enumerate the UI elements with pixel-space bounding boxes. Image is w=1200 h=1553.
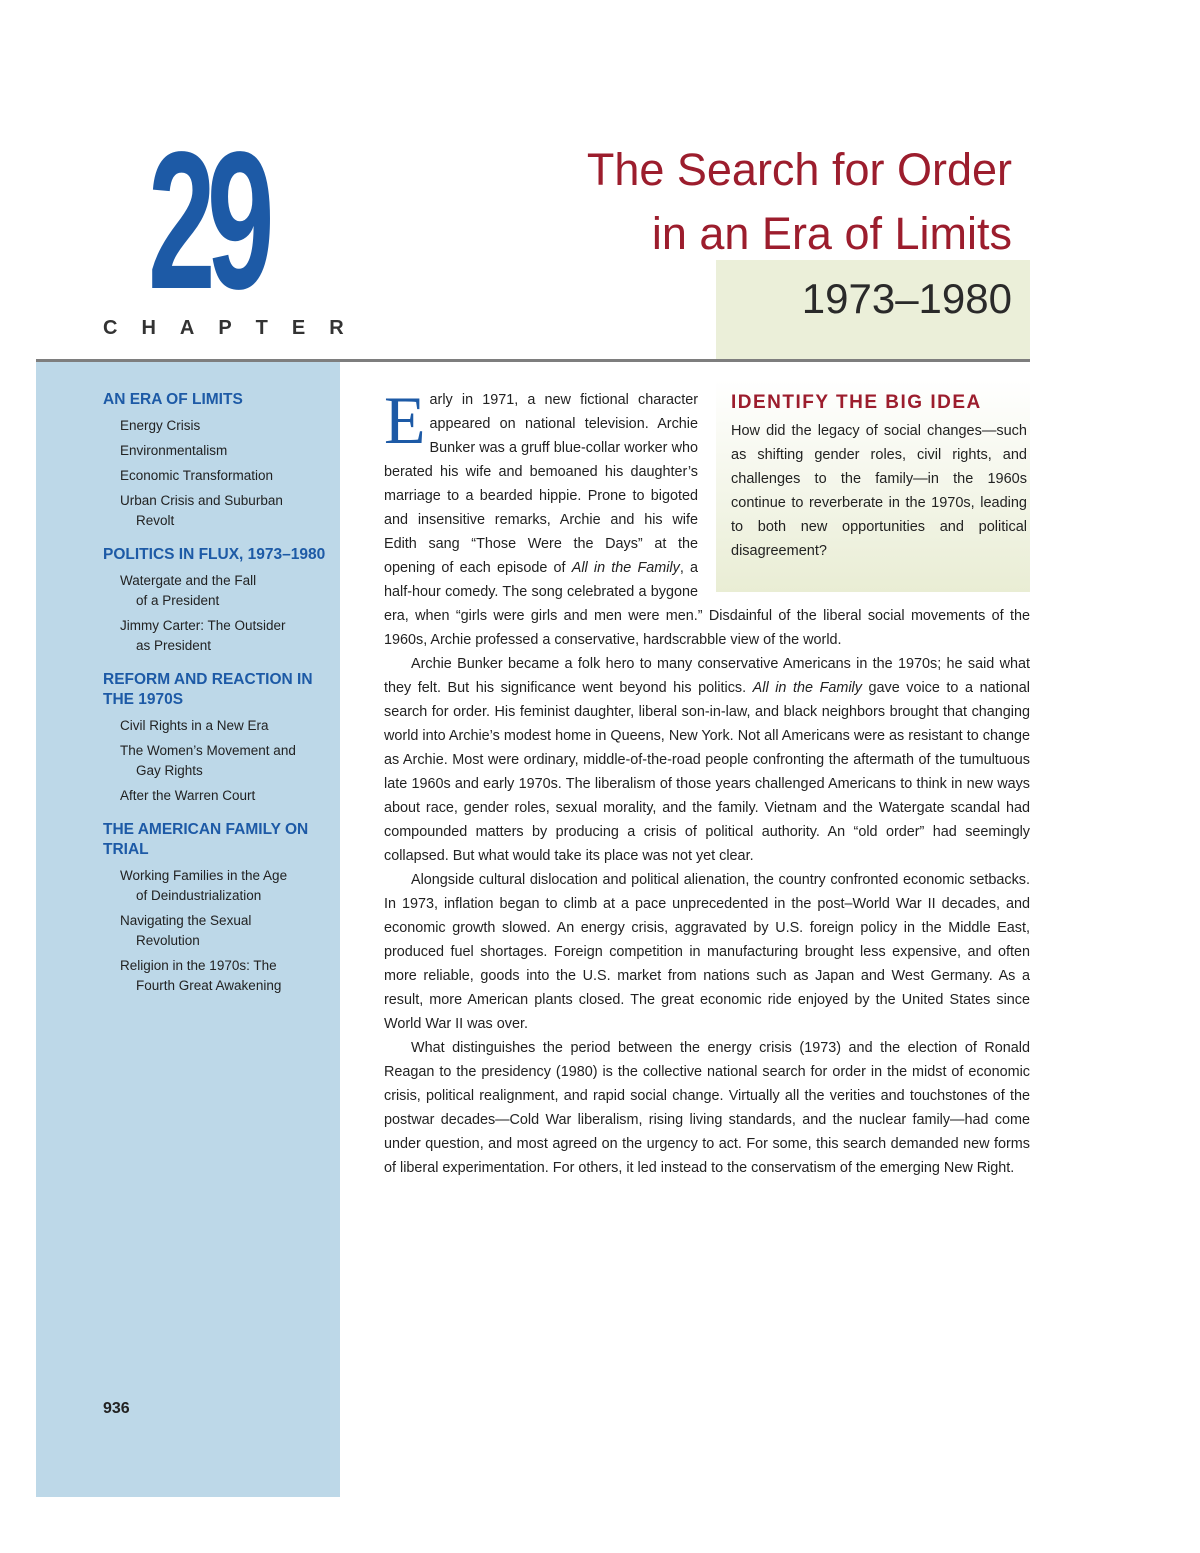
toc-item bbox=[103, 741, 328, 781]
toc-item-text: Urban Crisis and Suburban bbox=[120, 493, 283, 508]
chapter-title-line-2: in an Era of Limits bbox=[651, 208, 1012, 259]
toc-item-text: After the Warren Court bbox=[120, 788, 256, 803]
toc-item bbox=[103, 956, 328, 996]
toc-section-heading: REFORM AND REACTION IN THE 1970S bbox=[103, 671, 313, 708]
toc-item bbox=[103, 911, 328, 951]
toc-item bbox=[103, 491, 328, 531]
chapter-number: 29 bbox=[148, 111, 266, 330]
toc-item-text: Religion in the 1970s: The bbox=[120, 958, 277, 973]
toc-section-heading: POLITICS IN FLUX, 1973–1980 bbox=[103, 546, 326, 563]
paragraph-1-text-b: , a half-hour comedy. The song celebrated a bygone era, when “girls were girls and men were men.” Disdainful of the liberal social movements of the 1960s, Archie professed a conservative, hardscrabble view of the world. bbox=[384, 560, 1030, 648]
paragraph-2 bbox=[384, 652, 1030, 868]
toc-item-text: The Women’s Movement and bbox=[120, 743, 296, 758]
paragraph-2-text-b: gave voice to a national search for order. His feminist daughter, liberal son-in-law, and black neighbors brought that changing world into Archie’s modest home in Queens, New York. Not all Americans were as resistant to change as Archie. Most were ordinary, middle-of-the-road people confronting the aftermath of the tumultuous late 1960s and early 1970s. The liberalism of those years challenged Americans to think in new ways about race, gender roles, sexual morality, and the family. Vietnam and the Watergate scandal had compounded matters by producing a crisis of political authority. An “old order” had seemingly collapsed. But what would take its place was not yet clear. bbox=[384, 680, 1030, 864]
toc-section-items bbox=[103, 866, 328, 996]
chapter-introduction bbox=[384, 382, 1030, 1180]
paragraph-3: Alongside cultural dislocation and political alienation, the country confronted economic setbacks. In 1973, inflation began to climb at a pace unprecedented in the post–World War II decades, and economic growth slowed. An energy crisis, aggravated by U.S. foreign policy in the Middle East, produced fuel shortages. Foreign competition in manufacturing brought less expensive, and often more reliable, goods into the U.S. market from nations such as Japan and West Germany. As a result, more American plants closed. The great economic ride enjoyed by the United States since World War II was over. bbox=[384, 872, 1030, 1032]
toc-item-text: Revolt bbox=[136, 513, 175, 528]
chapter-label: CHAPTER bbox=[103, 317, 368, 339]
toc-item-text: Economic Transformation bbox=[120, 468, 274, 483]
toc-item-text: of a President bbox=[136, 593, 220, 608]
toc-item-text: Gay Rights bbox=[136, 763, 203, 778]
toc-item bbox=[103, 571, 328, 611]
toc-item-text: Watergate and the Fall bbox=[120, 573, 257, 588]
show-title: All in the Family bbox=[752, 680, 862, 696]
chapter-title-line-1: The Search for Order bbox=[586, 144, 1012, 195]
toc-item-text: of Deindustrialization bbox=[136, 888, 262, 903]
toc-item bbox=[103, 866, 328, 906]
toc-section-heading: AN ERA OF LIMITS bbox=[103, 391, 243, 408]
toc-item-text: Navigating the Sexual bbox=[120, 913, 252, 928]
toc-item-text: Civil Rights in a New Era bbox=[120, 718, 269, 733]
toc-item bbox=[103, 616, 328, 656]
paragraph-2-text-a: Archie Bunker became a folk hero to many conservative Americans in the 1970s; he said what they felt. But his significance went beyond his politics. bbox=[384, 656, 1030, 696]
toc-item bbox=[103, 416, 328, 436]
toc-item bbox=[103, 716, 328, 736]
toc-item-text: Working Families in the Age bbox=[120, 868, 288, 883]
toc-item bbox=[103, 466, 328, 486]
toc-item-text: Environmentalism bbox=[120, 443, 228, 458]
toc-item-text: Energy Crisis bbox=[120, 418, 201, 433]
show-title: All in the Family bbox=[571, 560, 680, 576]
toc-item-text: as President bbox=[136, 638, 212, 653]
toc-item-text: Jimmy Carter: The Outsider bbox=[120, 618, 286, 633]
toc-section-heading: THE AMERICAN FAMILY ON TRIAL bbox=[103, 821, 309, 858]
page-number: 936 bbox=[103, 1400, 130, 1417]
toc-item-text: Fourth Great Awakening bbox=[136, 978, 282, 993]
big-idea-question: How did the legacy of social changes—such as shifting gender roles, civil rights, and challenges to the family—in the 1960s continue to reverberate in the 1970s, leading to both new opportunities and political disagreement? bbox=[731, 423, 1027, 559]
chapter-outline bbox=[103, 390, 328, 1010]
toc-section-items bbox=[103, 571, 328, 656]
paragraph-1-text-a: arly in 1971, a new fictional character appeared on national television. Archie Bunker was a gruff blue-collar worker who berated his wife and bemoaned his daughter’s marriage to a bearded hippie. Prone to bigoted and insensitive remarks, Archie and his wife Edith sang “Those Were the Days” at the opening of each episode of bbox=[384, 392, 698, 576]
chapter-outline-sidebar bbox=[36, 362, 340, 1497]
toc-item-text: Revolution bbox=[136, 933, 200, 948]
big-idea-wrap-space bbox=[698, 388, 1030, 596]
toc-section-items bbox=[103, 716, 328, 806]
big-idea-heading: IDENTIFY THE BIG IDEA bbox=[731, 392, 982, 413]
drop-cap: E bbox=[384, 382, 426, 458]
toc-item bbox=[103, 441, 328, 461]
chapter-dates: 1973–1980 bbox=[801, 275, 1012, 322]
paragraph-4: What distinguishes the period between the energy crisis (1973) and the election of Ronald Reagan to the presidency (1980) is the collective national search for order in the midst of economic crisis, political realignment, and rapid social change. Virtually all the verities and touchstones of the postwar decades—Cold War liberalism, rising living standards, and the nuclear family—had come under question, and most agreed on the urgency to act. For some, this search demanded new forms of liberal experimentation. For others, it led instead to the conservatism of the emerging New Right. bbox=[384, 1040, 1030, 1176]
toc-item bbox=[103, 786, 328, 806]
toc-section-items bbox=[103, 416, 328, 531]
